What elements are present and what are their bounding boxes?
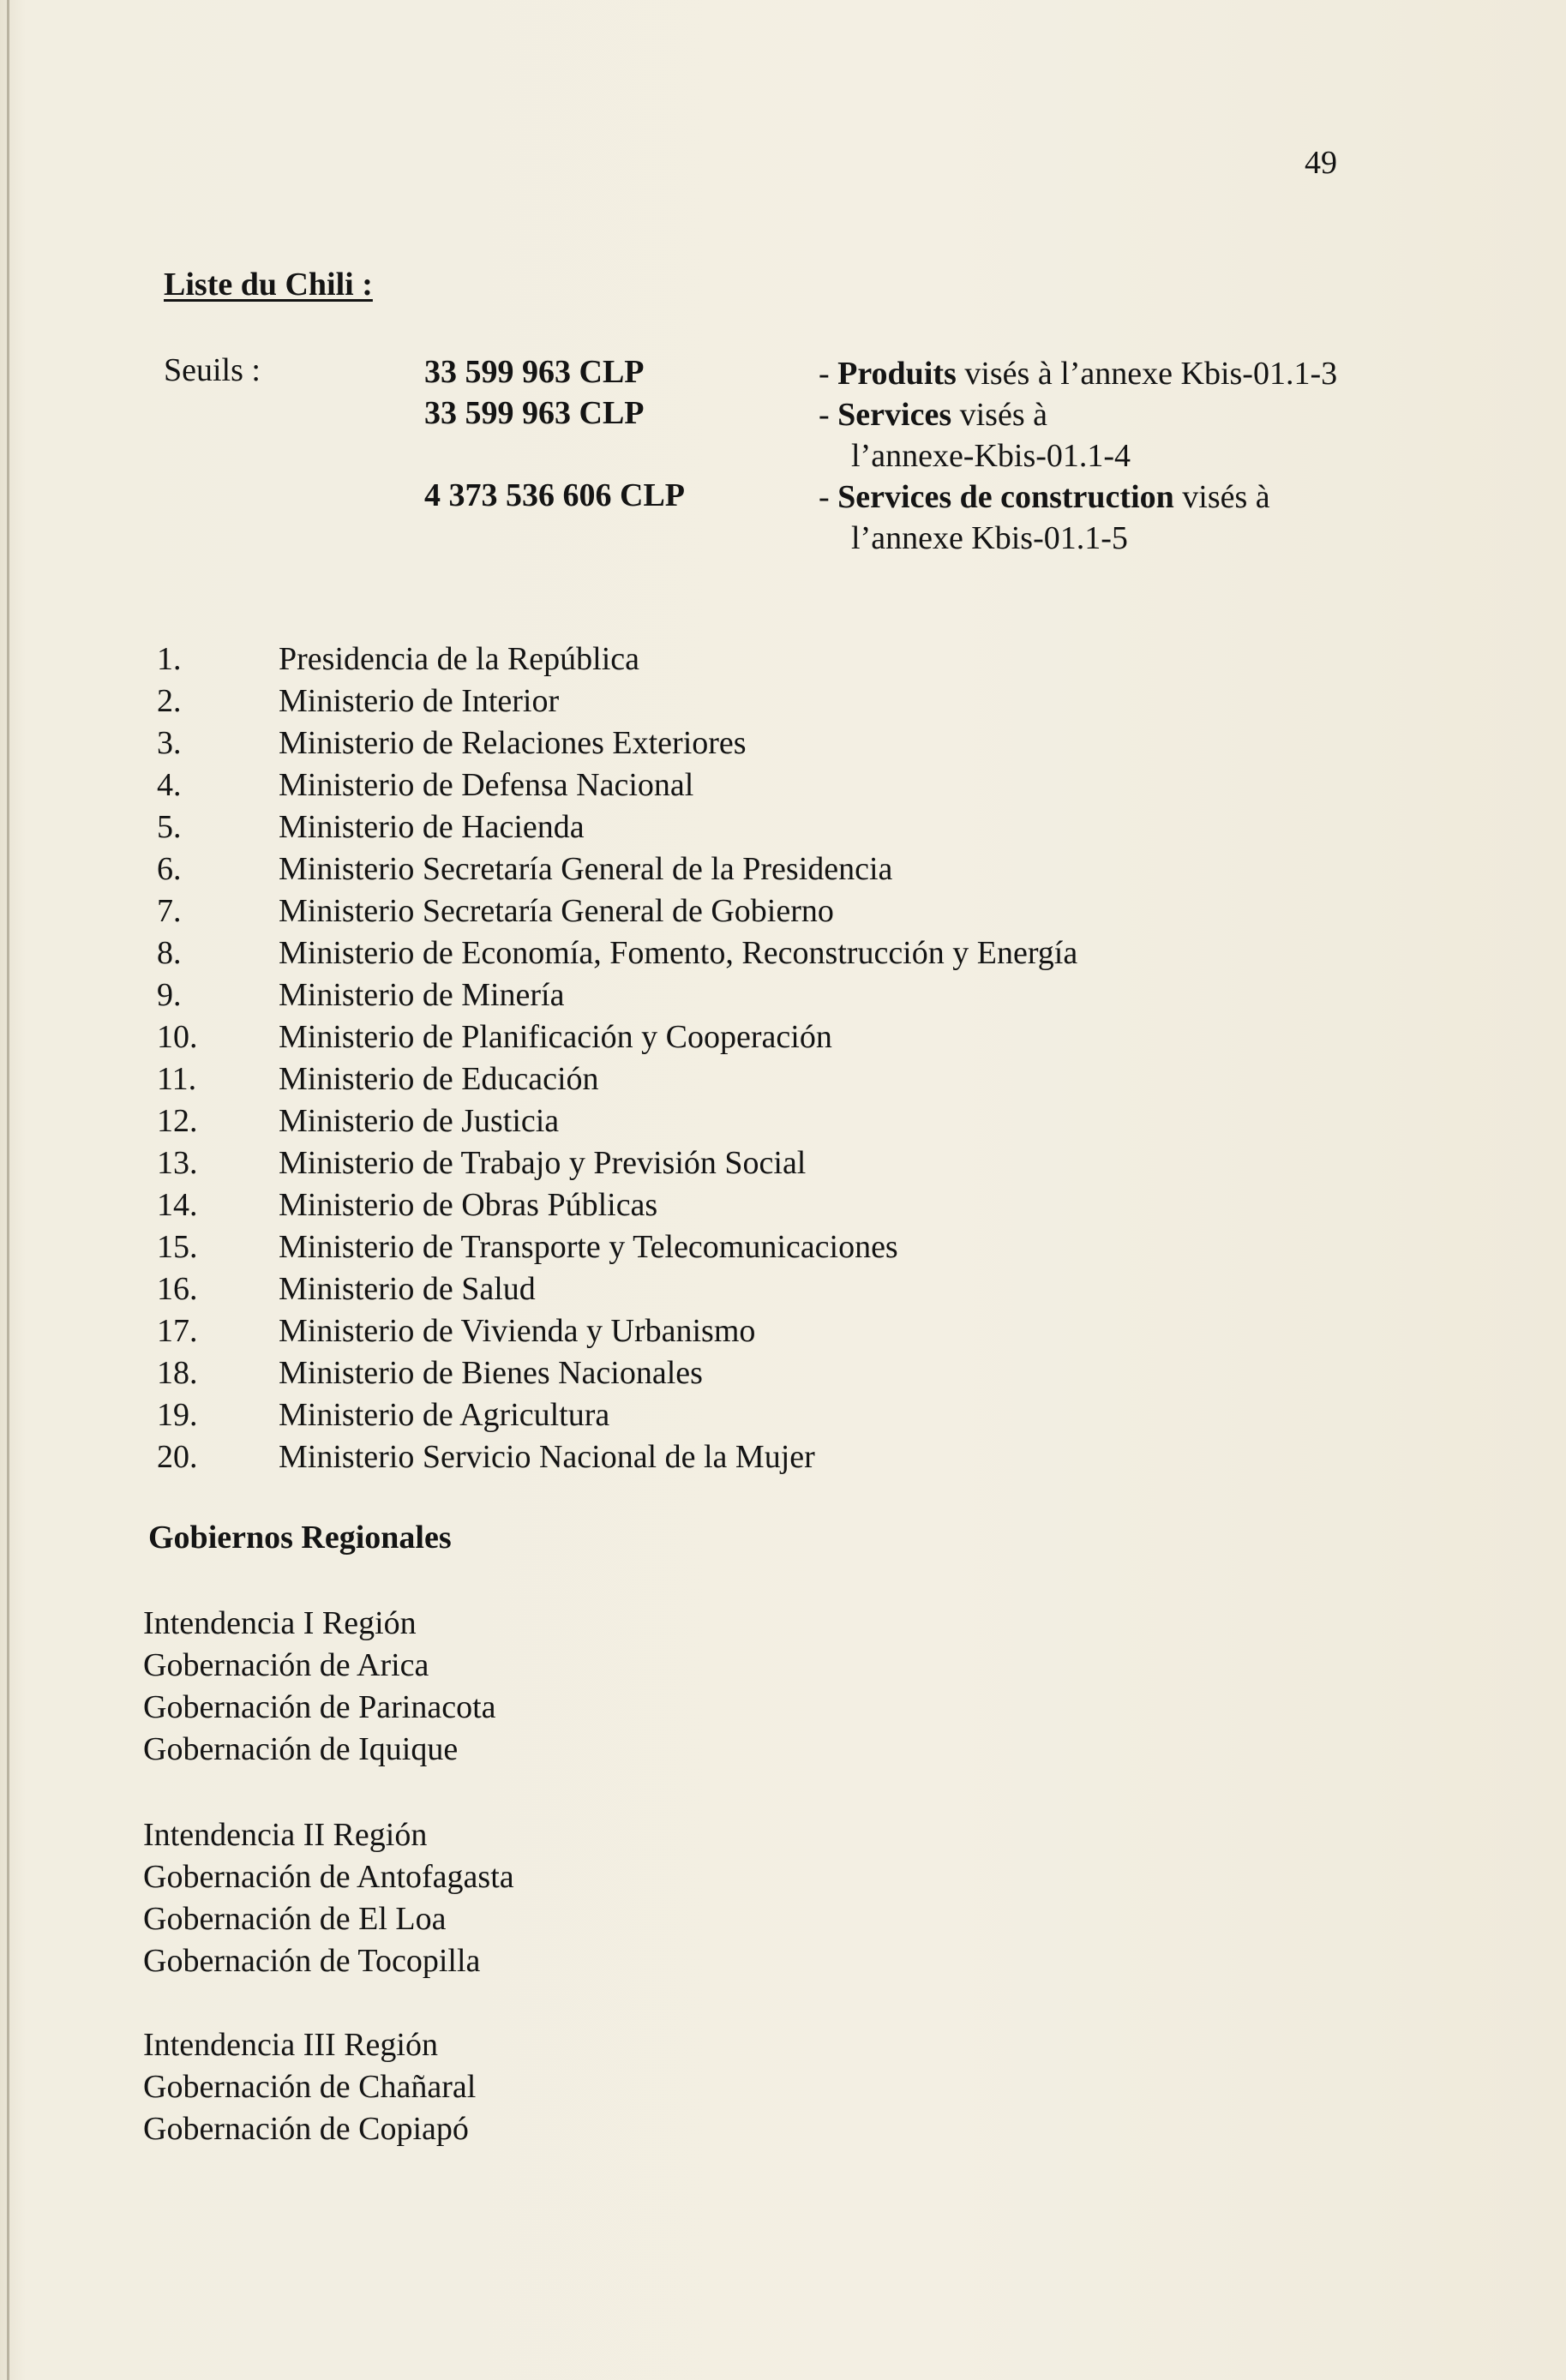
item-number: 8. [157,935,182,971]
item-name: Ministerio de Justicia [279,1103,560,1139]
region-group-2 [143,1814,514,1982]
item-name: Ministerio de Trabajo y Previsión Social [279,1145,807,1181]
list-item [157,1352,1077,1394]
item-number: 15. [157,1229,198,1265]
list-item [157,974,1077,1016]
region-entry: Intendencia I Región [143,1605,417,1641]
item-number: 18. [157,1355,198,1391]
item-name: Presidencia de la República [279,641,640,677]
item-number: 2. [157,683,182,719]
item-number: 6. [157,851,182,887]
region-entry: Gobernación de Chañaral [143,2069,477,2105]
item-number: 7. [157,893,182,929]
item-number: 3. [157,725,182,761]
threshold-spacer [424,434,685,475]
scope-line-services-cont: l’annexe-Kbis-01.1-4 [851,438,1131,474]
region-entry: Intendencia III Región [143,2027,438,2063]
threshold-scope [819,353,1337,559]
region-entry: Gobernación de Parinacota [143,1689,496,1725]
item-number: 1. [157,641,182,677]
item-name: Ministerio Secretaría General de la Presidencia [279,851,893,887]
item-name: Ministerio Servicio Nacional de la Mujer [279,1439,815,1475]
page-number: 49 [1305,145,1337,181]
thresholds-label: Seuils : [164,352,261,388]
item-number: 5. [157,809,182,845]
item-name: Ministerio Secretaría General de Gobierno [279,893,834,929]
list-item [157,1268,1077,1310]
scope-line-goods: - Produits visés à l’annexe Kbis-01.1-3 [819,356,1338,392]
region-entry: Gobernación de Arica [143,1647,429,1683]
threshold-amounts [424,351,685,516]
item-number: 11. [157,1061,197,1097]
threshold-amount-services: 33 599 963 CLP [424,395,645,431]
list-item [157,890,1077,932]
item-name: Ministerio de Vivienda y Urbanismo [279,1313,756,1349]
item-number: 19. [157,1397,198,1433]
list-item [157,1394,1077,1436]
item-number: 10. [157,1019,198,1055]
item-name: Ministerio de Interior [279,683,560,719]
region-entry: Intendencia II Región [143,1817,428,1853]
item-name: Ministerio de Planificación y Cooperación [279,1019,832,1055]
list-item [157,1226,1077,1268]
item-name: Ministerio de Hacienda [279,809,585,845]
ministries-list [157,638,1077,1478]
item-number: 17. [157,1313,198,1349]
item-name: Ministerio de Transporte y Telecomunicaciones [279,1229,898,1265]
region-entry: Gobernación de Copiapó [143,2111,469,2147]
region-entry: Gobernación de El Loa [143,1901,447,1937]
list-item [157,722,1077,764]
region-group-1 [143,1603,496,1771]
list-item [157,638,1077,680]
list-item [157,1100,1077,1142]
item-name: Ministerio de Salud [279,1271,536,1307]
threshold-amount-construction: 4 373 536 606 CLP [424,477,685,513]
scope-line-construction: - Services de construction visés à [819,479,1270,515]
item-number: 4. [157,767,182,803]
regional-governments-title: Gobiernos Regionales [148,1520,452,1556]
item-number: 20. [157,1439,198,1475]
region-group-3 [143,2024,476,2150]
item-number: 16. [157,1271,198,1307]
item-number: 9. [157,977,182,1013]
item-number: 13. [157,1145,198,1181]
list-item [157,932,1077,974]
list-item [157,680,1077,722]
scope-line-construction-cont: l’annexe Kbis-01.1-5 [851,520,1128,556]
page-binding-edge [7,0,9,2380]
threshold-amount-goods: 33 599 963 CLP [424,354,645,390]
list-item [157,1142,1077,1184]
region-entry: Gobernación de Antofagasta [143,1859,514,1895]
list-item [157,764,1077,806]
item-name: Ministerio de Defensa Nacional [279,767,694,803]
item-name: Ministerio de Obras Públicas [279,1187,658,1223]
region-entry: Gobernación de Iquique [143,1731,459,1767]
item-name: Ministerio de Bienes Nacionales [279,1355,703,1391]
item-number: 12. [157,1103,198,1139]
list-heading: Liste du Chili : [164,267,373,303]
list-item [157,1016,1077,1058]
item-name: Ministerio de Minería [279,977,565,1013]
scope-line-services: - Services visés à [819,397,1047,433]
list-item [157,848,1077,890]
item-name: Ministerio de Agricultura [279,1397,610,1433]
list-item [157,1310,1077,1352]
region-entry: Gobernación de Tocopilla [143,1943,481,1979]
list-item [157,1436,1077,1478]
list-item [157,1184,1077,1226]
list-item [157,1058,1077,1100]
list-item [157,806,1077,848]
item-number: 14. [157,1187,198,1223]
item-name: Ministerio de Relaciones Exteriores [279,725,747,761]
item-name: Ministerio de Economía, Fomento, Reconstrucción y Energía [279,935,1078,971]
item-name: Ministerio de Educación [279,1061,599,1097]
